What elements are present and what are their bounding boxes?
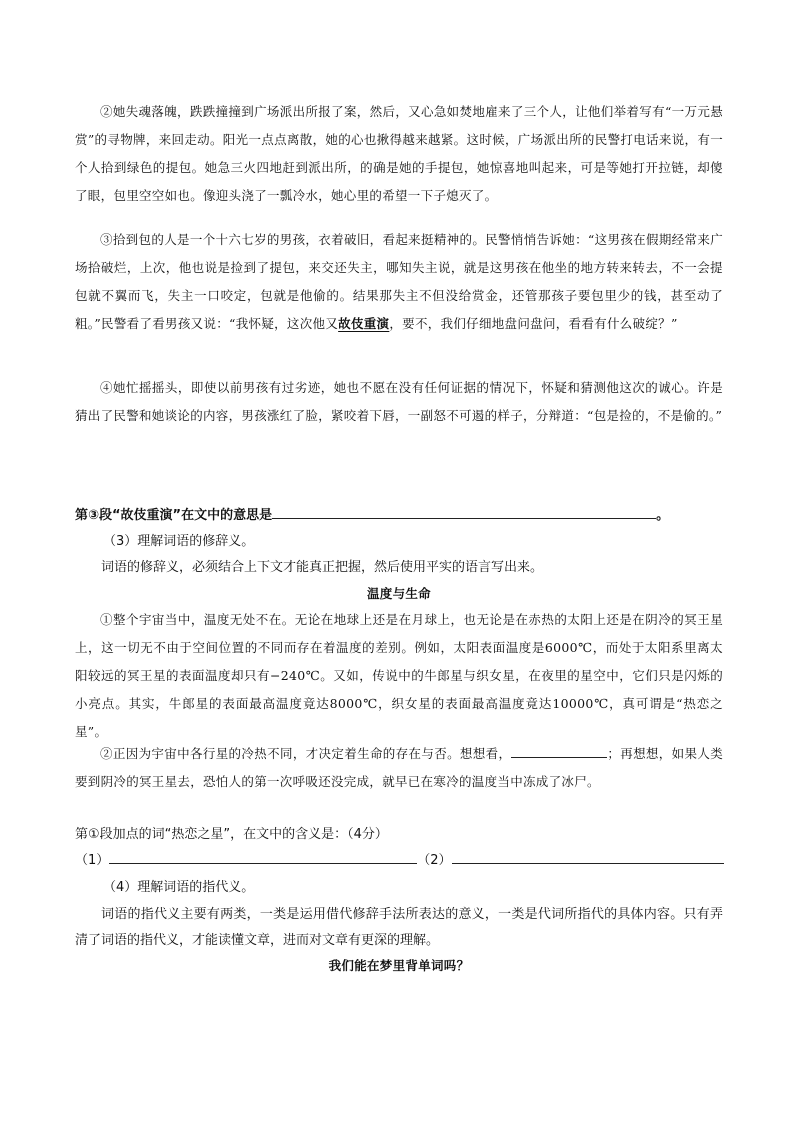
passage1-p3-text-before: ③拾到包的人是一个十六七岁的男孩，衣着破旧，看起来挺精神的。民警悄悄告诉她：“这男孩在假期经常来广场拾破烂，上次，他也说是捡到了提包，来交还失主，哪知失主说，就是这男孩在他坐的地方转来转去，不一会提包就不翼而飞，失主一口咬定，包就是他偷的。结果那失主不但没给赏金，还管那孩子要包里少的钱，甚至动了粗。”民警看了看男孩又说：“我怀疑，这次他又 xyxy=(75,232,723,331)
passage2-p2-text-before: ②正因为宇宙中各行星的冷热不同，才决定着生命的存在与否。想想看， xyxy=(100,746,512,761)
question2-answers xyxy=(75,848,725,874)
section3-heading: （3）理解词语的修辞义。 xyxy=(103,534,255,549)
question2-label-2: （2） xyxy=(417,853,452,868)
passage1-paragraph-2: ②她失魂落魄，跌跌撞撞到广场派出所报了案，然后，又心急如焚地雇来了三个人，让他们举着写有“一万元悬赏”的寻物牌，来回走动。阳光一点点离散，她的心也揪得越来越紧。这时候，广场派出所的民警打电话来说，有一个人拾到绿色的提包。她急三火四地赶到派出所，的确是她的手提包，她惊喜地叫起来，可是等她打开拉链，却傻了眼，包里空空如也。像迎头浇了一瓢冷水，她心里的希望一下子熄灭了。 xyxy=(75,104,723,203)
passage1-paragraph-3 xyxy=(75,226,723,338)
section3-description: 词语的修辞义，必须结合上下文才能真正把握，然后使用平实的语言写出来。 xyxy=(101,560,544,575)
question2-prompt: 第①段加点的词“热恋之星”，在文中的含义是：（4分） xyxy=(75,827,388,842)
passage2-title: 温度与生命 xyxy=(366,586,431,601)
question1-suffix: 。 xyxy=(656,508,670,523)
passage2-p2-text-after: ；再想想，如果人类要到阴冷的冥王星去，恐怕人的第一次呼吸还没完成，就早已在寒冷的温度当中冻成了冰尸。 xyxy=(75,746,723,789)
question2-answer-blank-2[interactable] xyxy=(452,849,724,864)
question2-answer-blank-1[interactable] xyxy=(109,849,417,864)
underlined-term: 故伎重演 xyxy=(338,316,390,331)
question2-label-1: （1） xyxy=(75,853,110,868)
question1 xyxy=(75,503,725,529)
passage1-paragraph-4: ④她忙摇摇头，即使以前男孩有过劣迹，她也不愿在没有任何证据的情况下，怀疑和猜测他这次的诚心。许是猜出了民警和她谈论的内容，男孩涨红了脸，紧咬着下唇，一副怒不可遏的样子，分辩道：“包是捡的，不是偷的。” xyxy=(75,380,723,423)
passage2-paragraph-2 xyxy=(75,740,723,796)
question1-answer-blank[interactable] xyxy=(272,504,656,519)
section4-heading: （4）理解词语的指代义。 xyxy=(103,880,255,895)
passage2-fill-blank[interactable] xyxy=(511,743,607,758)
passage2-paragraph-1: ①整个宇宙当中，温度无处不在。无论在地球上还是在月球上，也无论是在赤热的太阳上还是在阴冷的冥王星上，这一切无不由于空间位置的不同而存在着温度的差别。例如，太阳表面温度是6000℃，而处于太阳系里离太阳较远的冥王星的表面温度却只有−240℃。又如，传说中的牛郎星与织女星，在夜里的星空中，它们只是闪烁的小亮点。其实，牛郎星的表面最高温度竟达8000℃，织女星的表面最高温度竟达10000℃，真可谓是“热恋之星”。 xyxy=(75,612,723,739)
passage3-title: 我们能在梦里背单词吗？ xyxy=(328,958,470,973)
question1-prompt: 第③段“故伎重演”在文中的意思是 xyxy=(75,508,273,523)
section4-description: 词语的指代义主要有两类，一类是运用借代修辞手法所表达的意义，一类是代词所指代的具体内容。只有弄清了词语的指代义，才能读懂文章，进而对文章有更深的理解。 xyxy=(75,907,723,948)
passage1-p3-text-after: ，要不，我们仔细地盘问盘问，看看有什么破绽？” xyxy=(389,316,678,331)
